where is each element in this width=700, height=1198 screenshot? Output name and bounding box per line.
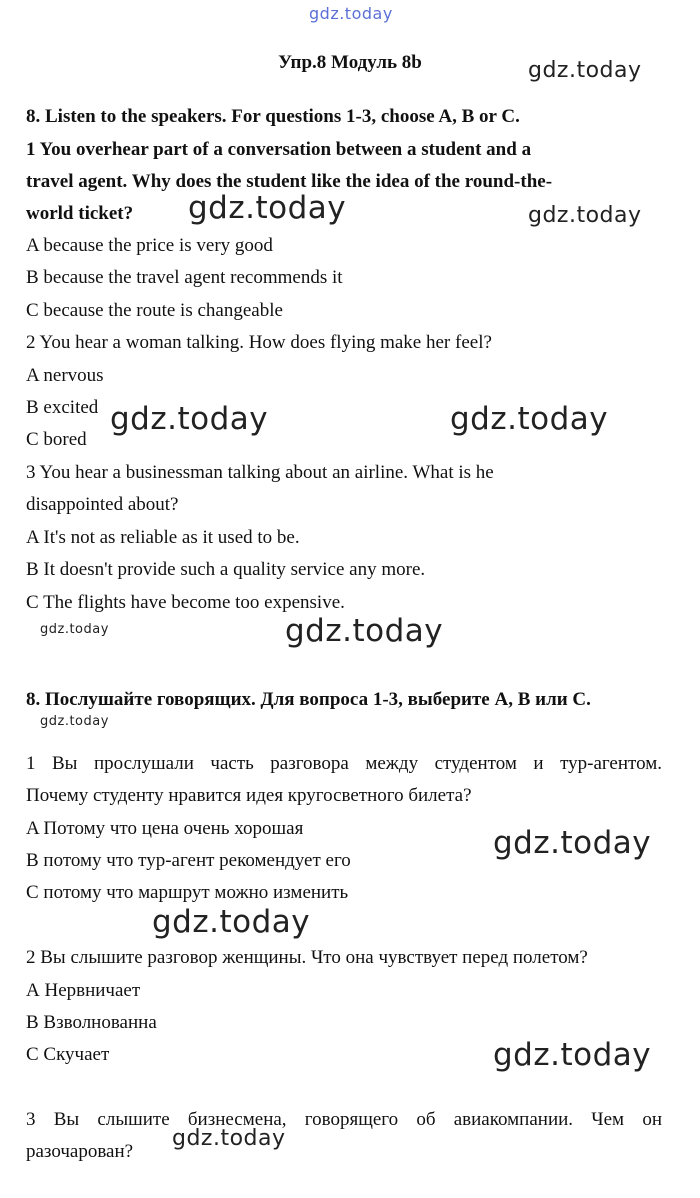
watermark: gdz.today <box>493 825 652 861</box>
en-q2: 2 You hear a woman talking. How does flying make her feel? <box>26 332 492 353</box>
en-q1-line-2: travel agent. Why does the student like the idea of the round-the- <box>26 171 553 192</box>
watermark-top: gdz.today <box>309 4 393 23</box>
watermark: gdz.today <box>493 1037 652 1073</box>
en-q1-option-b: B because the travel agent recommends it <box>26 267 343 288</box>
watermark: gdz.today <box>188 190 347 226</box>
watermark: gdz.today <box>40 714 109 729</box>
ru-q1-option-c: C потому что маршрут можно изменить <box>26 882 349 903</box>
watermark: gdz.today <box>110 401 269 437</box>
watermark: gdz.today <box>450 401 609 437</box>
ru-q2: 2 Вы слышите разговор женщины. Что она чувствует перед полетом? <box>26 947 588 968</box>
watermark: gdz.today <box>172 1126 286 1151</box>
ru-q1-option-b: B потому что тур-агент рекомендует его <box>26 850 351 871</box>
en-q3-option-b: B It doesn't provide such a quality service any more. <box>26 559 426 580</box>
watermark: gdz.today <box>528 203 642 228</box>
ru-instruction: 8. Послушайте говорящих. Для вопроса 1-3, выберите A, B или C. <box>26 689 591 710</box>
en-q3-line-1: 3 You hear a businessman talking about an airline. What is he <box>26 462 494 483</box>
watermark: gdz.today <box>528 58 642 83</box>
page-title: Упр.8 Модуль 8b <box>278 52 422 73</box>
en-q1-option-c: C because the route is changeable <box>26 300 283 321</box>
ru-q2-option-c: С Скучает <box>26 1044 110 1065</box>
en-q1-option-a: A because the price is very good <box>26 235 273 256</box>
en-q2-option-a: A nervous <box>26 365 104 386</box>
watermark: gdz.today <box>40 622 109 637</box>
ru-q1-line-1: 1 Вы прослушали часть разговора между студентом и тур-агентом. <box>26 753 662 774</box>
en-instruction: 8. Listen to the speakers. For questions 1-3, choose A, B or C. <box>26 106 520 127</box>
en-q3-line-2: disappointed about? <box>26 494 179 515</box>
watermark: gdz.today <box>285 613 444 649</box>
ru-q2-option-b: В Взволнованна <box>26 1012 157 1033</box>
ru-q3-line-1: 3 Вы слышите бизнесмена, говорящего об авиакомпании. Чем он <box>26 1109 662 1130</box>
en-q2-option-b: B excited <box>26 397 99 418</box>
en-q1-line-3: world ticket? <box>26 203 134 224</box>
ru-q3-line-2: разочарован? <box>26 1141 134 1162</box>
en-q2-option-c: C bored <box>26 429 87 450</box>
watermark: gdz.today <box>152 904 311 940</box>
en-q3-option-c: C The flights have become too expensive. <box>26 592 345 613</box>
ru-q2-option-a: А Нервничает <box>26 980 141 1001</box>
ru-q1-option-a: A Потому что цена очень хорошая <box>26 818 304 839</box>
en-q3-option-a: A It's not as reliable as it used to be. <box>26 527 300 548</box>
en-q1-line-1: 1 You overhear part of a conversation between a student and a <box>26 139 532 160</box>
ru-q1-line-2: Почему студенту нравится идея кругосветного билета? <box>26 785 472 806</box>
